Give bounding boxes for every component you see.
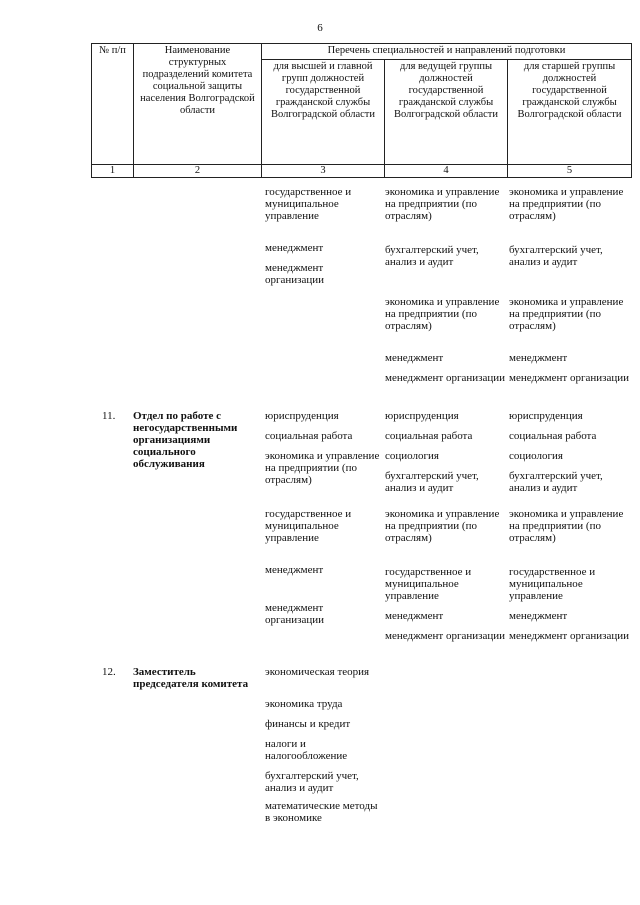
cell-text: бухгалтерский учет, анализ и аудит	[265, 770, 359, 794]
header-col-number: № п/п	[92, 44, 134, 165]
cell-text: менеджмент	[265, 242, 324, 254]
cell-text: экономическая теория	[265, 666, 370, 678]
header-index-2: 2	[134, 165, 262, 178]
cell-text: экономика и управление на предприятии (по отраслям)	[509, 508, 624, 544]
cell-text: математические методы в экономике	[265, 800, 378, 824]
header-index-5: 5	[508, 165, 632, 178]
header-col-subdivision: Наименование структурных подразделений комитета социальной защиты населения Волгоградской области	[134, 44, 262, 165]
cell-text: экономика и управление на предприятии (по отраслям)	[509, 296, 624, 332]
cell-text: экономика и управление на предприятии (по отраслям)	[385, 296, 500, 332]
cell-text: экономика труда	[265, 698, 343, 710]
header-index-3: 3	[262, 165, 385, 178]
cell-text: менеджмент организации	[385, 372, 506, 384]
cell-text: социальная работа	[265, 430, 353, 442]
header-index-1: 1	[92, 165, 134, 178]
cell-text: налоги и налогообложение	[265, 738, 348, 762]
cell-text: юриспруденция	[509, 410, 583, 422]
header-col-senior-group: для старшей группы должностей государственной гражданской службы Волгоградской области	[508, 60, 632, 165]
cell-text: менеджмент	[265, 564, 324, 576]
row-number: 12.	[102, 666, 116, 678]
cell-text: бухгалтерский учет, анализ и аудит	[385, 244, 479, 268]
cell-text: финансы и кредит	[265, 718, 351, 730]
page-number: 6	[317, 22, 323, 34]
cell-text: менеджмент	[509, 610, 568, 622]
header-index-4: 4	[385, 165, 508, 178]
header-col-leading-group: для ведущей группы должностей государственной гражданской службы Волгоградской области	[385, 60, 508, 165]
cell-text: государственное и муниципальное управление	[265, 508, 352, 544]
cell-text: социология	[385, 450, 439, 462]
cell-text: бухгалтерский учет, анализ и аудит	[385, 470, 479, 494]
cell-text: экономика и управление на предприятии (по отраслям)	[385, 508, 500, 544]
cell-text: экономика и управление на предприятии (по отраслям)	[385, 186, 500, 222]
cell-text: экономика и управление на предприятии (по отраслям)	[265, 450, 380, 486]
cell-text: государственное и муниципальное управление	[265, 186, 352, 222]
row-subdivision-name: Заместитель председателя комитета	[133, 666, 249, 690]
cell-text: менеджмент организации	[265, 262, 325, 286]
cell-text: социальная работа	[509, 430, 597, 442]
cell-text: экономика и управление на предприятии (по отраслям)	[509, 186, 624, 222]
cell-text: государственное и муниципальное управление	[385, 566, 472, 602]
cell-text: менеджмент	[385, 352, 444, 364]
cell-text: менеджмент организации	[265, 602, 325, 626]
cell-text: менеджмент	[385, 610, 444, 622]
row-number: 11.	[102, 410, 116, 422]
cell-text: бухгалтерский учет, анализ и аудит	[509, 470, 603, 494]
cell-text: менеджмент	[509, 352, 568, 364]
cell-text: юриспруденция	[265, 410, 339, 422]
table-header	[91, 43, 632, 178]
cell-text: юриспруденция	[385, 410, 459, 422]
header-col-higher-group: для высшей и главной групп должностей государственной гражданской службы Волгоградской области	[262, 60, 385, 165]
row-subdivision-name: Отдел по работе с негосударственными организациями социального обслуживания	[133, 410, 238, 470]
cell-text: социальная работа	[385, 430, 473, 442]
cell-text: менеджмент организации	[509, 372, 630, 384]
cell-text: бухгалтерский учет, анализ и аудит	[509, 244, 603, 268]
cell-text: государственное и муниципальное управление	[509, 566, 596, 602]
cell-text: социология	[509, 450, 563, 462]
cell-text: менеджмент организации	[385, 630, 506, 642]
header-col-specialties: Перечень специальностей и направлений подготовки	[262, 44, 632, 60]
cell-text: менеджмент организации	[509, 630, 630, 642]
